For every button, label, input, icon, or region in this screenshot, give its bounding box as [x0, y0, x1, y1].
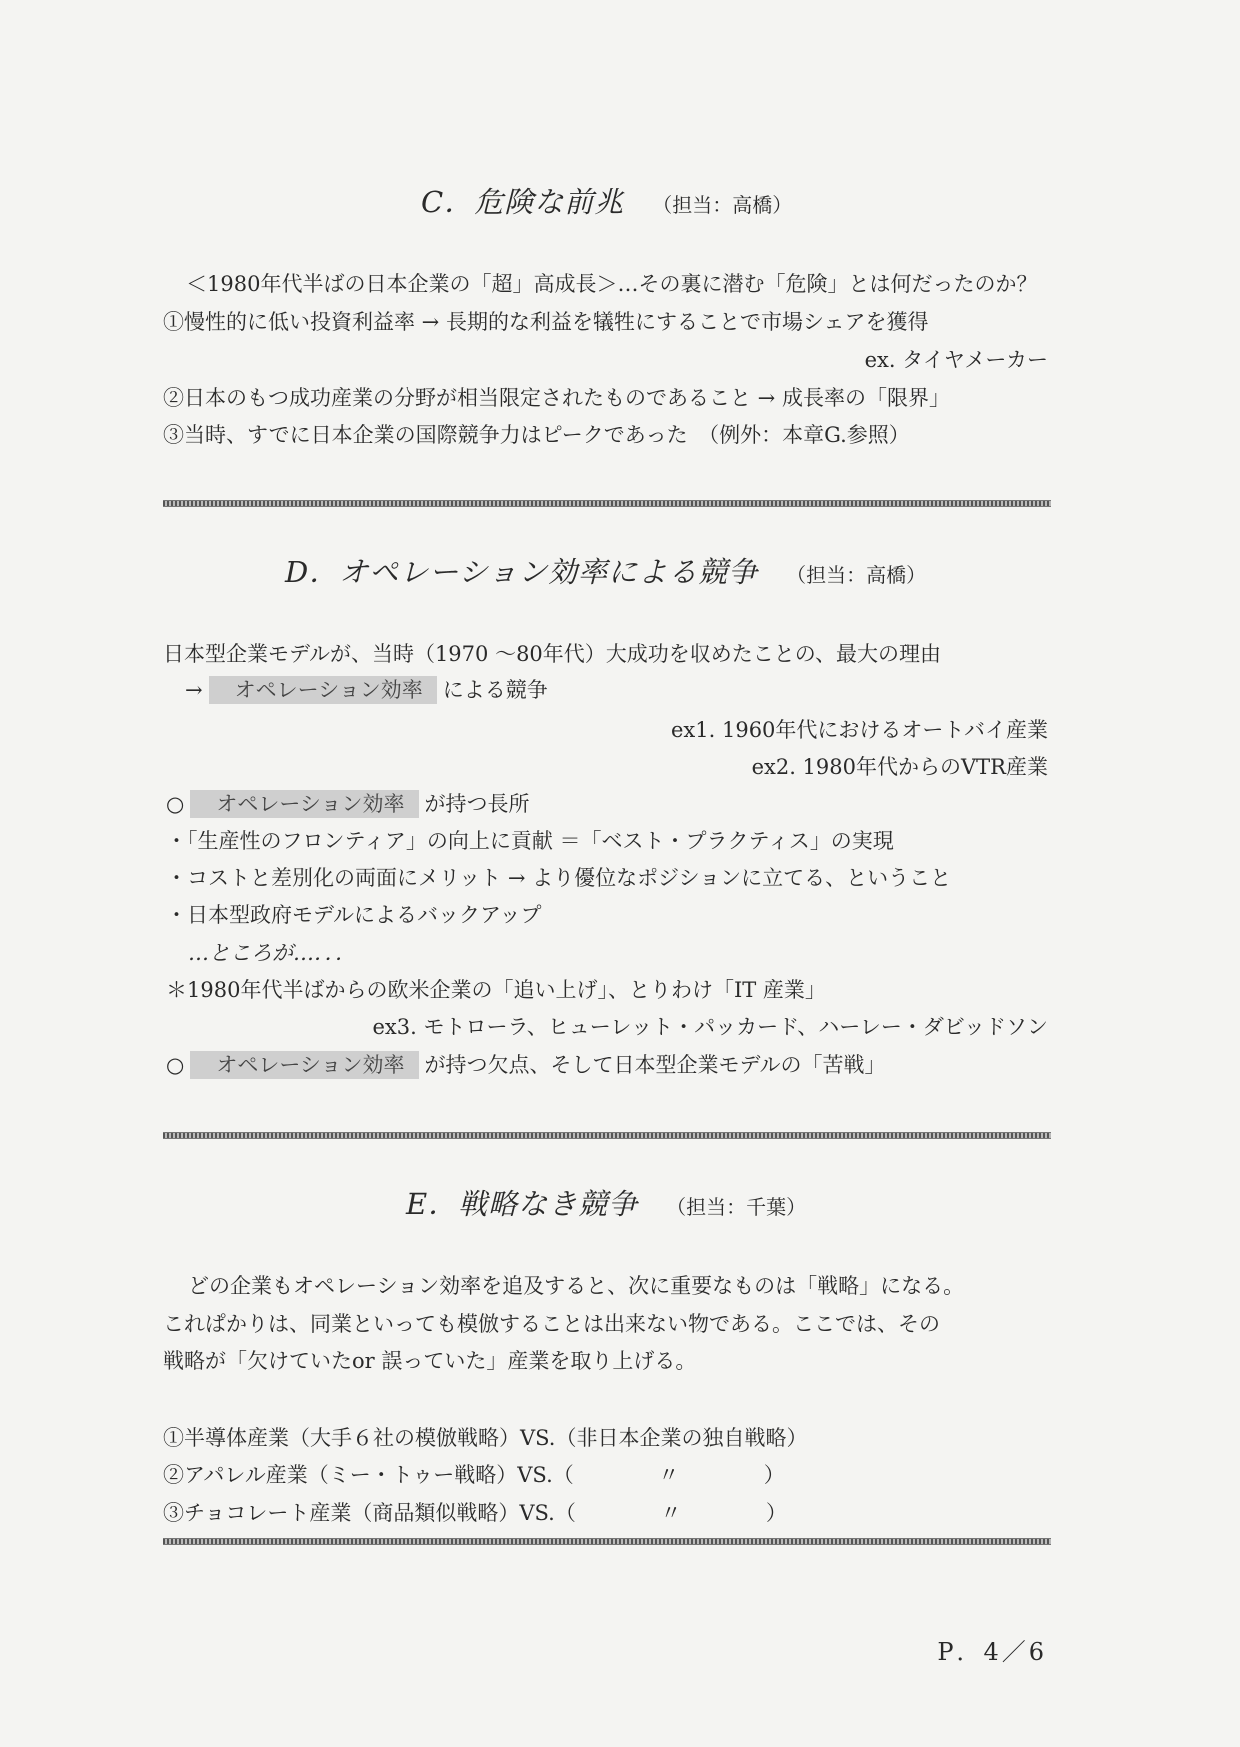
highlight-operation-efficiency: オペレーション効率	[190, 790, 418, 818]
section-d-heading	[285, 555, 927, 589]
demerit-suffix: が持つ欠点、そして日本型企業モデルの「苦戦」	[424, 1053, 886, 1077]
section-e-tag: （担当：千葉）	[666, 1195, 807, 1219]
ditto-mark: 〃	[660, 1501, 682, 1525]
arrow: →	[185, 678, 203, 702]
highlight-operation-efficiency: オペレーション効率	[209, 676, 437, 704]
example-1: ex1. 1960年代におけるオートバイ産業	[670, 718, 1048, 742]
section-c-item-1: ①慢性的に低い投資利益率 → 長期的な利益を犠牲にすることで市場シェアを獲得	[163, 310, 929, 334]
section-c-heading	[421, 185, 793, 219]
section-d-line-1: 日本型企業モデルが、当時（1970 ～80年代）大成功を収めたことの、最大の理由	[163, 642, 941, 666]
section-e-item-1: ①半導体産業（大手６社の模倣戦略）VS.（非日本企業の独自戦略）	[163, 1426, 808, 1450]
section-e-title: E．戦略なき競争	[406, 1187, 639, 1221]
ditto-mark: 〃	[658, 1463, 680, 1487]
section-d-title: D．オペレーション効率による競争	[285, 555, 759, 589]
section-c-intro: ＜1980年代半ばの日本企業の「超」高成長＞…その裏に潜む「危険」とは何だったのか？	[186, 272, 1038, 296]
section-e-heading	[406, 1187, 807, 1221]
merit-suffix: が持つ長所	[424, 792, 530, 816]
demerits-heading	[166, 1051, 885, 1079]
section-c-item-1-example: ex. タイヤメーカー	[864, 348, 1048, 372]
close-paren: ）	[763, 1463, 785, 1487]
highlight-operation-efficiency: オペレーション効率	[190, 1051, 418, 1079]
section-c-tag: （担当：高橋）	[652, 193, 793, 217]
section-c-title: C．危険な前兆	[421, 185, 625, 219]
section-e-item-2	[163, 1461, 785, 1489]
section-divider	[163, 1132, 1051, 1139]
section-divider	[163, 1538, 1051, 1545]
section-c-item-3: ③当時、すでに日本企業の国際競争力はピークであった （例外：本章G.参照）	[163, 423, 910, 447]
however-text: …ところが…．．．	[188, 941, 356, 965]
merits-heading	[166, 790, 530, 818]
close-paren: ）	[765, 1501, 787, 1525]
section-e-paragraph-1: どの企業もオペレーション効率を追及すると、次に重要なものは「戦略」になる。	[188, 1274, 965, 1298]
circle-bullet: ○	[166, 1053, 185, 1077]
section-c-item-2: ②日本のもつ成功産業の分野が相当限定されたものであること → 成長率の「限界」	[163, 386, 950, 410]
section-e-paragraph-3: 戦略が「欠けていたor 誤っていた」産業を取り上げる。	[163, 1349, 697, 1373]
section-d-line-2	[185, 676, 548, 704]
merit-bullet-1: ・「生産性のフロンティア」の向上に貢献 ＝「ベスト・プラクティス」の実現	[166, 829, 894, 853]
item-3-label: ③チョコレート産業（商品類似戦略）VS.（	[163, 1501, 576, 1525]
example-3: ex3. モトローラ、ヒューレット・パッカード、ハーレー・ダビッドソン	[372, 1015, 1048, 1039]
merit-bullet-2: ・コストと差別化の両面にメリット → より優位なポジションに立てる、ということ	[166, 866, 952, 890]
item-2-label: ②アパレル産業（ミー・トゥー戦略）VS.（	[163, 1463, 574, 1487]
merit-bullet-3: ・日本型政府モデルによるバックアップ	[166, 903, 542, 927]
section-e-item-3	[163, 1499, 787, 1527]
note-line: ＊1980年代半ばからの欧米企業の「追い上げ」、とりわけ「IT 産業」	[166, 978, 826, 1002]
section-e-paragraph-2: これぱかりは、同業といっても模倣することは出来ない物である。ここでは、その	[163, 1312, 940, 1336]
circle-bullet: ○	[166, 792, 185, 816]
page-number: P．4／6	[937, 1638, 1047, 1666]
section-divider	[163, 500, 1051, 507]
example-2: ex2. 1980年代からのVTR産業	[751, 755, 1048, 779]
section-d-tag: （担当：高橋）	[786, 563, 927, 587]
competition-suffix: による競争	[442, 678, 548, 702]
